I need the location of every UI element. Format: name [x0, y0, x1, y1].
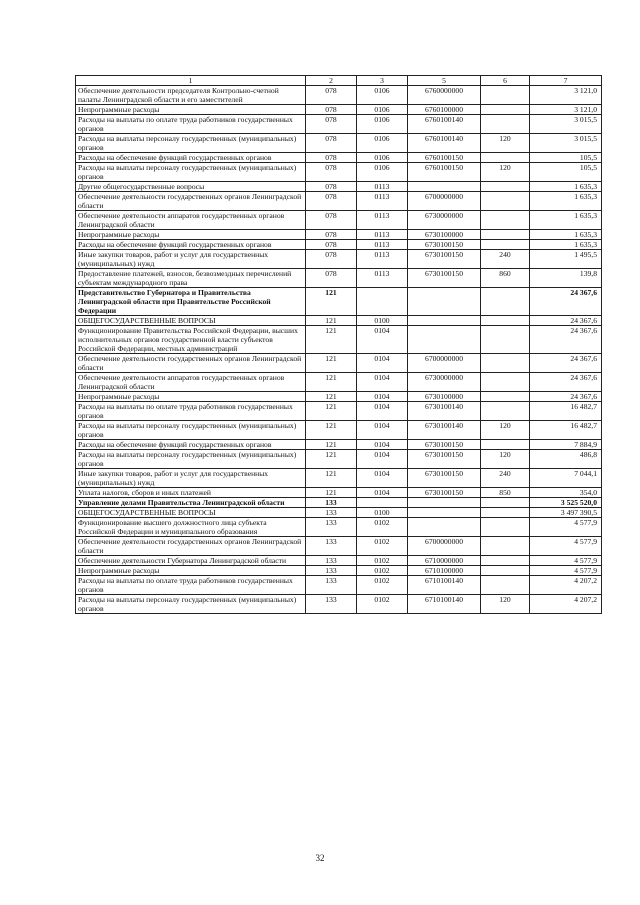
- table-row: [76, 230, 602, 240]
- table-row: [76, 316, 602, 326]
- row-target-code: 6730000000: [408, 373, 481, 392]
- budget-table: [75, 75, 602, 614]
- row-expense-type: 120: [481, 450, 530, 469]
- row-section-code: 0113: [357, 269, 408, 288]
- row-section-code: 0104: [357, 354, 408, 373]
- row-section-code: 0104: [357, 469, 408, 488]
- row-target-code: 6760100150: [408, 163, 481, 182]
- row-name: Расходы на выплаты по оплате труда работников государственных органов: [76, 115, 306, 134]
- table-row: [76, 450, 602, 469]
- row-expense-type: [481, 230, 530, 240]
- row-amount: 4 577,9: [530, 556, 602, 566]
- row-name: Непрограммные расходы: [76, 566, 306, 576]
- row-target-code: 6730100140: [408, 402, 481, 421]
- row-amount: 1 635,3: [530, 240, 602, 250]
- row-target-code: [408, 326, 481, 354]
- row-name: Непрограммные расходы: [76, 230, 306, 240]
- row-ministry-code: 121: [306, 440, 357, 450]
- table-row: [76, 153, 602, 163]
- row-target-code: 6710100000: [408, 566, 481, 576]
- header-col-1: 1: [76, 76, 306, 86]
- row-name: ОБЩЕГОСУДАРСТВЕННЫЕ ВОПРОСЫ: [76, 316, 306, 326]
- row-amount: 4 207,2: [530, 595, 602, 614]
- row-amount: 4 207,2: [530, 576, 602, 595]
- row-name: Расходы на обеспечение функций государственных органов: [76, 153, 306, 163]
- row-section-code: 0102: [357, 537, 408, 556]
- table-row: [76, 354, 602, 373]
- row-name: Управление делами Правительства Ленинградской области: [76, 498, 306, 508]
- row-name: Расходы на выплаты персоналу государственных (муниципальных) органов: [76, 134, 306, 153]
- table-row: [76, 326, 602, 354]
- row-name: Обеспечение деятельности государственных органов Ленинградской области: [76, 354, 306, 373]
- table-row: [76, 240, 602, 250]
- table-row: [76, 508, 602, 518]
- row-amount: 7 044,1: [530, 469, 602, 488]
- row-section-code: 0102: [357, 595, 408, 614]
- row-target-code: [408, 518, 481, 537]
- row-section-code: 0106: [357, 105, 408, 115]
- row-expense-type: 850: [481, 488, 530, 498]
- row-expense-type: [481, 537, 530, 556]
- row-amount: 354,0: [530, 488, 602, 498]
- row-expense-type: [481, 508, 530, 518]
- row-section-code: 0100: [357, 508, 408, 518]
- row-ministry-code: 121: [306, 488, 357, 498]
- row-name: Расходы на выплаты по оплате труда работников государственных органов: [76, 576, 306, 595]
- row-ministry-code: 078: [306, 163, 357, 182]
- row-amount: 1 635,3: [530, 230, 602, 240]
- table-row: [76, 392, 602, 402]
- row-name: Расходы на обеспечение функций государственных органов: [76, 240, 306, 250]
- header-col-5: 5: [408, 76, 481, 86]
- row-ministry-code: 078: [306, 240, 357, 250]
- row-section-code: 0113: [357, 250, 408, 269]
- row-amount: 16 482,7: [530, 421, 602, 440]
- table-row: [76, 498, 602, 508]
- table-row: [76, 440, 602, 450]
- row-ministry-code: 121: [306, 373, 357, 392]
- row-target-code: 6710100140: [408, 595, 481, 614]
- row-amount: 24 367,6: [530, 354, 602, 373]
- row-amount: 4 577,9: [530, 518, 602, 537]
- row-amount: 3 015,5: [530, 115, 602, 134]
- table-row: [76, 182, 602, 192]
- row-section-code: 0106: [357, 153, 408, 163]
- row-section-code: 0102: [357, 576, 408, 595]
- row-section-code: 0104: [357, 402, 408, 421]
- table-row: [76, 402, 602, 421]
- row-amount: 1 635,3: [530, 192, 602, 211]
- row-amount: 7 884,9: [530, 440, 602, 450]
- row-section-code: 0104: [357, 392, 408, 402]
- row-name: Расходы на выплаты персоналу государственных (муниципальных) органов: [76, 421, 306, 440]
- row-section-code: [357, 288, 408, 316]
- row-ministry-code: 078: [306, 153, 357, 163]
- row-target-code: 6700000000: [408, 537, 481, 556]
- row-ministry-code: 078: [306, 105, 357, 115]
- row-amount: 4 577,9: [530, 537, 602, 556]
- row-ministry-code: 078: [306, 269, 357, 288]
- row-expense-type: 240: [481, 250, 530, 269]
- row-target-code: 6760100140: [408, 115, 481, 134]
- row-expense-type: [481, 153, 530, 163]
- row-expense-type: [481, 392, 530, 402]
- header-row: [76, 76, 602, 86]
- row-ministry-code: 078: [306, 250, 357, 269]
- row-name: Расходы на выплаты персоналу государственных (муниципальных) органов: [76, 450, 306, 469]
- row-target-code: 6730100000: [408, 392, 481, 402]
- row-ministry-code: 121: [306, 402, 357, 421]
- row-ministry-code: 078: [306, 86, 357, 105]
- row-expense-type: [481, 498, 530, 508]
- row-expense-type: [481, 182, 530, 192]
- row-name: Расходы на выплаты по оплате труда работников государственных органов: [76, 402, 306, 421]
- row-target-code: 6730100150: [408, 250, 481, 269]
- row-ministry-code: 078: [306, 134, 357, 153]
- row-name: Другие общегосударственные вопросы: [76, 182, 306, 192]
- row-expense-type: 860: [481, 269, 530, 288]
- table-row: [76, 192, 602, 211]
- row-amount: 1 635,3: [530, 182, 602, 192]
- table-row: [76, 421, 602, 440]
- table-row: [76, 105, 602, 115]
- row-ministry-code: 078: [306, 192, 357, 211]
- row-ministry-code: 078: [306, 115, 357, 134]
- row-ministry-code: 121: [306, 354, 357, 373]
- row-ministry-code: 078: [306, 182, 357, 192]
- table-row: [76, 556, 602, 566]
- table-row: [76, 86, 602, 105]
- table-row: [76, 595, 602, 614]
- row-name: Расходы на выплаты персоналу государственных (муниципальных) органов: [76, 163, 306, 182]
- row-section-code: 0113: [357, 230, 408, 240]
- row-target-code: 6730100150: [408, 240, 481, 250]
- row-ministry-code: 121: [306, 326, 357, 354]
- row-section-code: 0104: [357, 450, 408, 469]
- table-row: [76, 134, 602, 153]
- row-expense-type: 120: [481, 421, 530, 440]
- row-target-code: 6700000000: [408, 192, 481, 211]
- row-ministry-code: 078: [306, 211, 357, 230]
- row-target-code: [408, 508, 481, 518]
- row-name: Иные закупки товаров, работ и услуг для государственных (муниципальных) нужд: [76, 469, 306, 488]
- row-target-code: 6760100140: [408, 134, 481, 153]
- row-amount: 24 367,6: [530, 392, 602, 402]
- row-ministry-code: 121: [306, 450, 357, 469]
- table-row: [76, 469, 602, 488]
- row-name: Расходы на обеспечение функций государственных органов: [76, 440, 306, 450]
- table-row: [76, 488, 602, 498]
- row-ministry-code: 133: [306, 537, 357, 556]
- row-ministry-code: 133: [306, 595, 357, 614]
- row-amount: 139,8: [530, 269, 602, 288]
- row-section-code: 0113: [357, 192, 408, 211]
- row-name: Функционирование Правительства Российской Федерации, высших исполнительных органов государственной власти субъектов Российской Федерации, местных администраций: [76, 326, 306, 354]
- row-section-code: 0113: [357, 182, 408, 192]
- table-row: [76, 288, 602, 316]
- row-expense-type: [481, 240, 530, 250]
- row-amount: 3 015,5: [530, 134, 602, 153]
- row-ministry-code: 121: [306, 316, 357, 326]
- table-row: [76, 566, 602, 576]
- row-name: Иные закупки товаров, работ и услуг для государственных (муниципальных) нужд: [76, 250, 306, 269]
- row-target-code: 6730000000: [408, 211, 481, 230]
- row-name: Обеспечение деятельности государственных органов Ленинградской области: [76, 537, 306, 556]
- row-amount: 24 367,6: [530, 316, 602, 326]
- row-section-code: 0106: [357, 134, 408, 153]
- row-expense-type: [481, 373, 530, 392]
- row-name: Обеспечение деятельности аппаратов государственных органов Ленинградской области: [76, 373, 306, 392]
- row-expense-type: [481, 105, 530, 115]
- row-section-code: 0104: [357, 421, 408, 440]
- row-target-code: 6700000000: [408, 354, 481, 373]
- row-ministry-code: 121: [306, 288, 357, 316]
- row-expense-type: [481, 326, 530, 354]
- row-target-code: 6730100150: [408, 269, 481, 288]
- row-name: Расходы на выплаты персоналу государственных (муниципальных) органов: [76, 595, 306, 614]
- row-expense-type: [481, 576, 530, 595]
- row-target-code: [408, 498, 481, 508]
- row-name: Функционирование высшего должностного лица субъекта Российской Федерации и муниципального образования: [76, 518, 306, 537]
- header-col-3: 3: [357, 76, 408, 86]
- header-col-2: 2: [306, 76, 357, 86]
- row-target-code: 6760000000: [408, 86, 481, 105]
- row-amount: 24 367,6: [530, 326, 602, 354]
- table-row: [76, 163, 602, 182]
- row-amount: 24 367,6: [530, 288, 602, 316]
- row-section-code: 0113: [357, 240, 408, 250]
- row-ministry-code: 133: [306, 566, 357, 576]
- row-name: Непрограммные расходы: [76, 105, 306, 115]
- row-amount: 3 525 520,0: [530, 498, 602, 508]
- row-name: Обеспечение деятельности государственных органов Ленинградской области: [76, 192, 306, 211]
- row-amount: 24 367,6: [530, 373, 602, 392]
- row-ministry-code: 078: [306, 230, 357, 240]
- row-expense-type: [481, 440, 530, 450]
- row-expense-type: [481, 354, 530, 373]
- row-expense-type: [481, 556, 530, 566]
- row-amount: 486,8: [530, 450, 602, 469]
- row-section-code: 0104: [357, 488, 408, 498]
- row-ministry-code: 121: [306, 469, 357, 488]
- row-section-code: 0100: [357, 316, 408, 326]
- row-ministry-code: 133: [306, 518, 357, 537]
- row-name: Предоставление платежей, взносов, безвозмездных перечислений субъектам международного права: [76, 269, 306, 288]
- row-section-code: 0104: [357, 373, 408, 392]
- row-ministry-code: 133: [306, 576, 357, 595]
- row-amount: 1 495,5: [530, 250, 602, 269]
- row-ministry-code: 133: [306, 498, 357, 508]
- row-name: Обеспечение деятельности Губернатора Ленинградской области: [76, 556, 306, 566]
- row-section-code: 0102: [357, 566, 408, 576]
- row-target-code: 6730100150: [408, 488, 481, 498]
- row-target-code: 6710100140: [408, 576, 481, 595]
- row-name: ОБЩЕГОСУДАРСТВЕННЫЕ ВОПРОСЫ: [76, 508, 306, 518]
- row-amount: 105,5: [530, 163, 602, 182]
- table-row: [76, 115, 602, 134]
- row-ministry-code: 121: [306, 392, 357, 402]
- row-name: Представительство Губернатора и Правительства Ленинградской области при Правительстве Российской Федерации: [76, 288, 306, 316]
- row-name: Уплата налогов, сборов и иных платежей: [76, 488, 306, 498]
- table-row: [76, 537, 602, 556]
- row-section-code: 0102: [357, 556, 408, 566]
- row-expense-type: 120: [481, 134, 530, 153]
- row-expense-type: 240: [481, 469, 530, 488]
- header-col-7: 7: [530, 76, 602, 86]
- row-amount: 3 121,0: [530, 86, 602, 105]
- row-target-code: 6730100000: [408, 230, 481, 240]
- table-row: [76, 576, 602, 595]
- row-expense-type: [481, 192, 530, 211]
- budget-table-body: [76, 76, 602, 614]
- row-target-code: 6710000000: [408, 556, 481, 566]
- row-expense-type: 120: [481, 595, 530, 614]
- row-expense-type: [481, 518, 530, 537]
- table-row: [76, 269, 602, 288]
- row-name: Непрограммные расходы: [76, 392, 306, 402]
- row-target-code: [408, 288, 481, 316]
- row-amount: 105,5: [530, 153, 602, 163]
- page-number: 32: [315, 853, 325, 863]
- row-ministry-code: 133: [306, 508, 357, 518]
- row-target-code: [408, 182, 481, 192]
- row-section-code: 0106: [357, 115, 408, 134]
- row-ministry-code: 133: [306, 556, 357, 566]
- table-row: [76, 250, 602, 269]
- row-target-code: [408, 316, 481, 326]
- row-amount: 16 482,7: [530, 402, 602, 421]
- table-row: [76, 211, 602, 230]
- row-name: Обеспечение деятельности председателя Контрольно-счетной палаты Ленинградской области и его заместителей: [76, 86, 306, 105]
- row-ministry-code: 121: [306, 421, 357, 440]
- row-target-code: 6730100150: [408, 440, 481, 450]
- row-section-code: [357, 498, 408, 508]
- row-section-code: 0113: [357, 211, 408, 230]
- row-amount: 3 121,0: [530, 105, 602, 115]
- row-target-code: 6730100150: [408, 450, 481, 469]
- row-expense-type: [481, 566, 530, 576]
- row-expense-type: [481, 402, 530, 421]
- row-expense-type: 120: [481, 163, 530, 182]
- row-amount: 3 497 390,5: [530, 508, 602, 518]
- row-target-code: 6760100150: [408, 153, 481, 163]
- row-section-code: 0104: [357, 440, 408, 450]
- row-amount: 1 635,3: [530, 211, 602, 230]
- row-expense-type: [481, 316, 530, 326]
- row-target-code: 6730100150: [408, 469, 481, 488]
- row-section-code: 0106: [357, 163, 408, 182]
- row-expense-type: [481, 86, 530, 105]
- row-section-code: 0106: [357, 86, 408, 105]
- row-expense-type: [481, 288, 530, 316]
- row-section-code: 0104: [357, 326, 408, 354]
- row-name: Обеспечение деятельности аппаратов государственных органов Ленинградской области: [76, 211, 306, 230]
- table-row: [76, 373, 602, 392]
- row-section-code: 0102: [357, 518, 408, 537]
- row-expense-type: [481, 115, 530, 134]
- row-target-code: 6730100140: [408, 421, 481, 440]
- row-target-code: 6760100000: [408, 105, 481, 115]
- row-amount: 4 577,9: [530, 566, 602, 576]
- header-col-6: 6: [481, 76, 530, 86]
- table-row: [76, 518, 602, 537]
- row-expense-type: [481, 211, 530, 230]
